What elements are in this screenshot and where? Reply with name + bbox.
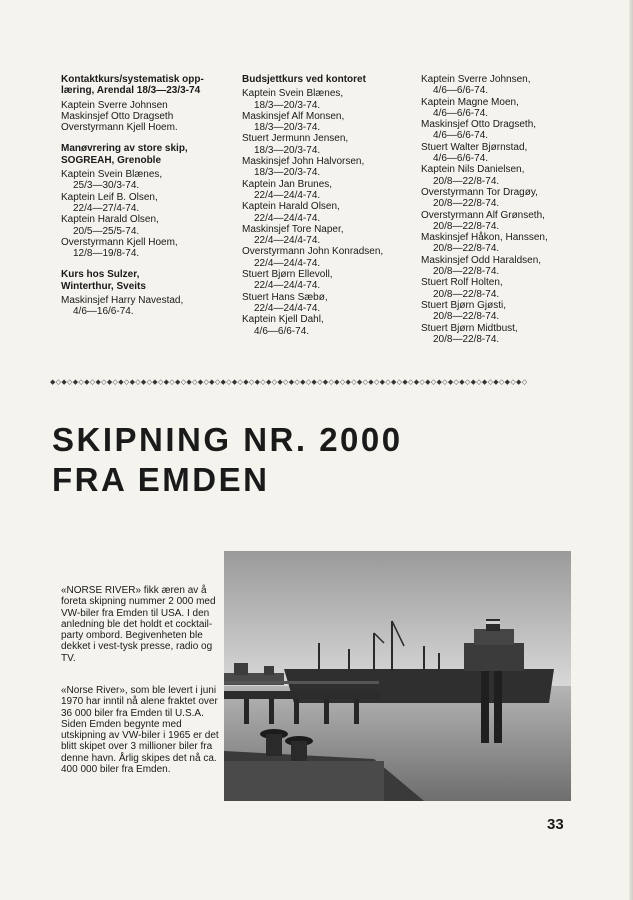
participant-date: 22/4—24/4-74.	[254, 302, 321, 314]
participant-entry	[421, 187, 591, 210]
participant-date: 4/6—6/6-74.	[433, 130, 489, 142]
participant-name: Kaptein Sverre Johnsen,	[421, 74, 531, 85]
participant-name: Stuert Bjørn Ellevoll,	[242, 269, 333, 281]
participant-entry	[421, 97, 591, 120]
course-title: Kontaktkurs/systematisk opp- læring, Arendal 18/3—23/3-74	[61, 74, 204, 97]
participant-entry	[61, 169, 226, 192]
course-title: Kurs hos Sulzer, Winterthur, Sveits	[61, 269, 146, 292]
article-paragraph-2: «Norse River», som ble levert i juni 1970 har inntil nå alene fraktet over 36 000 biler fra Emden til U.S.A. Siden Emden begynte med utskipning av VW-biler i 1965 er det blitt skipet over 3 millioner biler fra denne havn. Årlig skipes det nå ca. 400 000 biler fra Emden.	[61, 685, 219, 776]
course-column-1	[61, 74, 226, 328]
participant-name: Maskinsjef Harry Navestad,	[61, 295, 184, 307]
participant-entry	[421, 323, 591, 346]
participant-entry	[61, 214, 226, 237]
course-column-3	[421, 74, 591, 355]
article-paragraph-1: «NORSE RIVER» fikk æren av å foreta skipning nummer 2 000 med VW-biler fra Emden til USA. I den anledning ble det holdt et cocktail-party ombord. Begivenheten ble dekket i vest-tysk presse, radio og TV.	[61, 585, 216, 664]
participant-date: 4/6—16/6-74.	[73, 306, 134, 318]
participant-entry	[421, 277, 591, 300]
participant-entry	[242, 246, 407, 269]
participant-date: 4/6—6/6-74.	[433, 85, 489, 97]
participant-name: Stuert Bjørn Gjøsti,	[421, 299, 507, 311]
participant-name: Overstyrmann Alf Grønseth,	[421, 209, 545, 221]
participant-date: 22/4—24/4-74.	[254, 235, 321, 247]
participant-entry	[61, 295, 226, 318]
participant-entry	[242, 201, 407, 224]
participant-name: Kaptein Kjell Dahl,	[242, 314, 324, 326]
participant-entry	[61, 122, 226, 133]
participant-entry	[242, 269, 407, 292]
participant-entry	[242, 179, 407, 202]
participant-name: Maskinsjef Odd Haraldsen,	[421, 254, 542, 266]
participant-name: Overstyrmann Kjell Hoem,	[61, 236, 178, 248]
participant-entry	[421, 119, 591, 142]
participant-date: 20/8—22/8-74.	[433, 198, 500, 210]
participant-date: 20/5—25/5-74.	[73, 225, 140, 237]
participant-name: Overstyrmann John Konradsen,	[242, 246, 384, 258]
ornamental-divider: ◆◇◆◇◆◇◆◇◆◇◆◇◆◇◆◇◆◇◆◇◆◇◆◇◆◇◆◇◆◇◆◇◆◇◆◇◆◇◆◇◆◇◆◇◆◇◆◇◆◇◆◇◆◇◆◇◆◇◆◇◆◇◆◇◆◇◆◇◆◇◆◇◆◇◆◇◆◇◆◇◆◇◆◇	[50, 378, 528, 386]
participant-date: 18/3—20/3-74.	[254, 122, 321, 134]
participant-name: Kaptein Svein Blænes,	[242, 88, 344, 100]
participant-date: 20/8—22/8-74.	[433, 175, 500, 187]
course-section	[242, 74, 407, 337]
harbor-ship-photo	[224, 551, 571, 801]
participant-entry	[61, 192, 226, 215]
participant-entry	[421, 142, 591, 165]
page-edge	[629, 0, 633, 900]
participant-name: Stuert Hans Sæbø,	[242, 291, 328, 303]
participant-name: Maskinsjef Otto Dragseth	[61, 110, 174, 122]
participant-date: 20/8—22/8-74.	[433, 333, 500, 345]
participant-date: 20/8—22/8-74.	[433, 288, 500, 300]
participant-date: 4/6—6/6-74.	[433, 153, 489, 165]
participant-name: Stuert Walter Bjørnstad,	[421, 141, 528, 153]
participant-name: Maskinsjef John Halvorsen,	[242, 156, 365, 168]
course-section	[61, 269, 226, 317]
participant-date: 20/8—22/8-74.	[433, 311, 500, 323]
participant-name: Kaptein Jan Brunes,	[242, 178, 333, 190]
participant-name: Stuert Bjørn Midtbust,	[421, 322, 518, 334]
participant-name: Maskinsjef Håkon, Hanssen,	[421, 232, 548, 244]
participant-date: 22/4—24/4-74.	[254, 280, 321, 292]
participant-entry	[421, 164, 591, 187]
course-section	[421, 74, 591, 345]
participant-name: Stuert Rolf Holten,	[421, 277, 503, 289]
participant-entry	[242, 133, 407, 156]
course-title: Budsjettkurs ved kontoret	[242, 74, 366, 85]
participant-name: Overstyrmann Tor Dragøy,	[421, 186, 538, 198]
participant-name: Maskinsjef Otto Dragseth,	[421, 119, 537, 131]
participant-entry	[61, 111, 226, 122]
participant-date: 12/8—19/8-74.	[73, 248, 140, 260]
participant-date: 22/4—27/4-74.	[73, 202, 140, 214]
participant-date: 4/6—6/6-74.	[433, 107, 489, 119]
participant-date: 25/3—30/3-74.	[73, 180, 140, 192]
participant-date: 22/4—24/4-74.	[254, 212, 321, 224]
harbor-ship-illustration	[224, 551, 571, 801]
course-section	[61, 74, 226, 133]
participant-name: Stuert Jermunn Jensen,	[242, 133, 349, 145]
participant-entry	[421, 255, 591, 278]
participant-name: Maskinsjef Alf Monsen,	[242, 110, 345, 122]
participant-name: Kaptein Magne Moen,	[421, 96, 519, 108]
page-number: 33	[547, 816, 564, 833]
participant-name: Kaptein Leif B. Olsen,	[61, 191, 158, 203]
participant-entry	[242, 111, 407, 134]
course-section	[61, 143, 226, 259]
participant-date: 22/4—24/4-74.	[254, 189, 321, 201]
participant-entry	[242, 314, 407, 337]
participant-date: 20/8—22/8-74.	[433, 266, 500, 278]
course-column-2	[242, 74, 407, 347]
participant-name: Kaptein Svein Blænes,	[61, 169, 163, 181]
participant-date: 20/8—22/8-74.	[433, 220, 500, 232]
participant-entry	[242, 156, 407, 179]
participant-entry	[61, 100, 226, 111]
participant-entry	[421, 300, 591, 323]
participant-date: 22/4—24/4-74.	[254, 257, 321, 269]
participant-entry	[61, 237, 226, 260]
participant-date: 4/6—6/6-74.	[254, 325, 310, 337]
participant-name: Kaptein Harald Olsen,	[242, 201, 340, 213]
participant-name: Kaptein Harald Olsen,	[61, 214, 159, 226]
article-headline: SKIPNING NR. 2000 FRA EMDEN	[52, 421, 403, 498]
participant-entry	[421, 232, 591, 255]
participant-date: 18/3—20/3-74.	[254, 99, 321, 111]
course-title: Manøvrering av store skip, SOGREAH, Grenoble	[61, 143, 188, 166]
participant-name: Kaptein Sverre Johnsen	[61, 99, 168, 111]
participant-date: 20/8—22/8-74.	[433, 243, 500, 255]
participant-entry	[421, 74, 591, 97]
participant-entry	[242, 292, 407, 315]
participant-name: Maskinsjef Tore Naper,	[242, 223, 344, 235]
participant-name: Kaptein Nils Danielsen,	[421, 164, 525, 176]
participant-date: 18/3—20/3-74.	[254, 167, 321, 179]
participant-name: Overstyrmann Kjell Hoem.	[61, 122, 178, 134]
participant-entry	[242, 88, 407, 111]
participant-entry	[242, 224, 407, 247]
participant-entry	[421, 210, 591, 233]
participant-date: 18/3—20/3-74.	[254, 144, 321, 156]
